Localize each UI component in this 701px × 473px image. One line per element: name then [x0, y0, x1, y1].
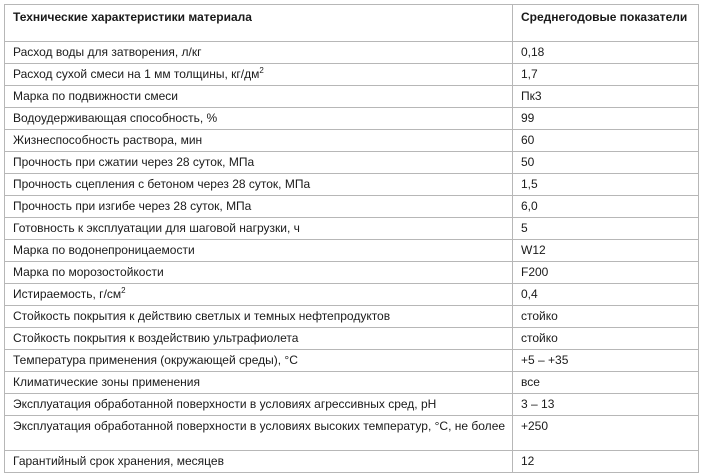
row-value: 50 — [513, 152, 699, 174]
table-row — [5, 218, 699, 240]
spec-table-container — [4, 4, 698, 473]
row-label: Прочность сцепления с бетоном через 28 суток, МПа — [5, 174, 513, 196]
table-row — [5, 284, 699, 306]
row-value: 3 – 13 — [513, 394, 699, 416]
row-label: Эксплуатация обработанной поверхности в условиях высоких температур, °С, не более — [5, 416, 513, 451]
table-row — [5, 328, 699, 350]
row-label-text: Расход сухой смеси на 1 мм толщины, кг/дм — [13, 67, 260, 81]
row-label: Жизнеспособность раствора, мин — [5, 130, 513, 152]
row-label-text: Истираемость, г/см — [13, 287, 122, 301]
row-label: Марка по подвижности смеси — [5, 86, 513, 108]
row-label: Водоудерживающая способность, % — [5, 108, 513, 130]
row-label: Марка по водонепроницаемости — [5, 240, 513, 262]
table-row — [5, 262, 699, 284]
row-label: Прочность при сжатии через 28 суток, МПа — [5, 152, 513, 174]
row-value: 6,0 — [513, 196, 699, 218]
row-value: все — [513, 372, 699, 394]
row-value: 60 — [513, 130, 699, 152]
row-label: Гарантийный срок хранения, месяцев — [5, 451, 513, 473]
row-label: Температура применения (окружающей среды), °С — [5, 350, 513, 372]
table-row — [5, 240, 699, 262]
row-label: Марка по морозостойкости — [5, 262, 513, 284]
row-label: Готовность к эксплуатации для шаговой нагрузки, ч — [5, 218, 513, 240]
table-row — [5, 64, 699, 86]
row-value: W12 — [513, 240, 699, 262]
row-value: 0,4 — [513, 284, 699, 306]
row-value: стойко — [513, 306, 699, 328]
table-row — [5, 86, 699, 108]
table-header-row — [5, 5, 699, 42]
table-row — [5, 394, 699, 416]
superscript: 2 — [259, 66, 264, 75]
row-value: +5 – +35 — [513, 350, 699, 372]
row-value: 1,7 — [513, 64, 699, 86]
row-value: 5 — [513, 218, 699, 240]
row-value: 12 — [513, 451, 699, 473]
table-row — [5, 130, 699, 152]
row-label: Климатические зоны применения — [5, 372, 513, 394]
header-value: Среднегодовые показатели — [513, 5, 699, 42]
table-row — [5, 451, 699, 473]
table-row — [5, 42, 699, 64]
table-row — [5, 372, 699, 394]
table-row — [5, 306, 699, 328]
spec-table — [4, 4, 699, 473]
table-row — [5, 152, 699, 174]
table-row — [5, 416, 699, 451]
row-label: Прочность при изгибе через 28 суток, МПа — [5, 196, 513, 218]
table-row — [5, 196, 699, 218]
superscript: 2 — [121, 286, 126, 295]
header-characteristic: Технические характеристики материала — [5, 5, 513, 42]
row-label — [5, 64, 513, 86]
table-row — [5, 350, 699, 372]
row-value: Пк3 — [513, 86, 699, 108]
row-value: 0,18 — [513, 42, 699, 64]
row-value: 99 — [513, 108, 699, 130]
row-label: Эксплуатация обработанной поверхности в условиях агрессивных сред, pH — [5, 394, 513, 416]
row-label — [5, 284, 513, 306]
row-value: стойко — [513, 328, 699, 350]
row-value: F200 — [513, 262, 699, 284]
table-row — [5, 108, 699, 130]
row-label: Стойкость покрытия к воздействию ультрафиолета — [5, 328, 513, 350]
table-row — [5, 174, 699, 196]
row-value: 1,5 — [513, 174, 699, 196]
row-value: +250 — [513, 416, 699, 451]
row-label: Расход воды для затворения, л/кг — [5, 42, 513, 64]
row-label: Стойкость покрытия к действию светлых и темных нефтепродуктов — [5, 306, 513, 328]
